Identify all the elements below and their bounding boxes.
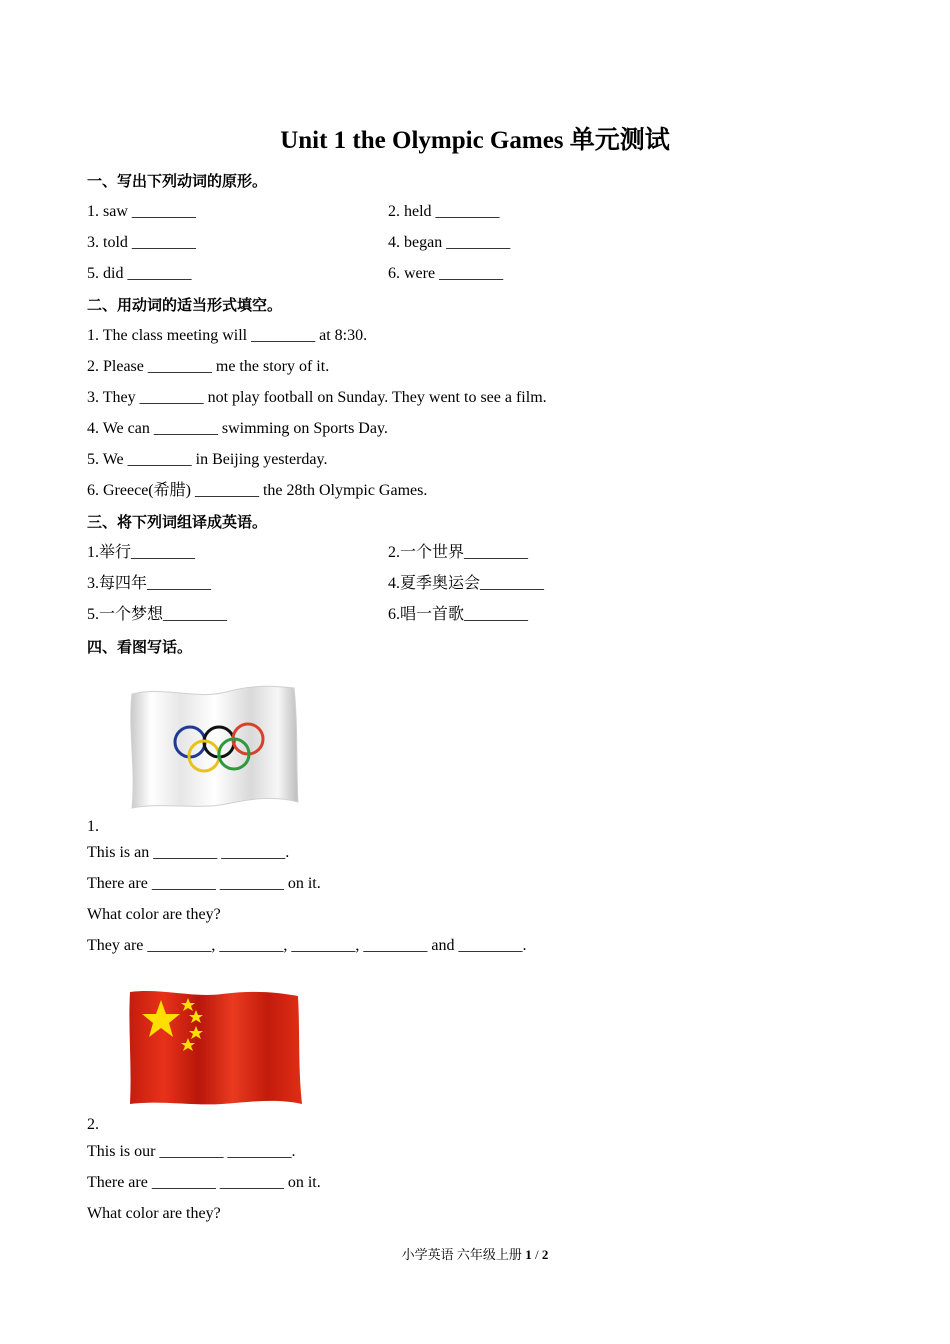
- s1-item-5: 5. did ________: [87, 265, 192, 282]
- q2-number: 2.: [87, 1116, 99, 1133]
- q1-line-3: What color are they?: [87, 906, 221, 923]
- s1-item-2: 2. held ________: [388, 203, 500, 220]
- s3-item-5: 5.一个梦想________: [87, 606, 228, 623]
- q2-line-2: There are ________ ________ on it.: [87, 1174, 321, 1191]
- s2-item-3: 3. They ________ not play football on Sunday. They went to see a film.: [87, 389, 547, 406]
- page-title: Unit 1 the Olympic Games 单元测试: [280, 127, 670, 154]
- q1-line-4: They are ________, ________, ________, ________ and ________.: [87, 937, 527, 954]
- q1-line-1: This is an ________ ________.: [87, 844, 290, 861]
- s1-item-3: 3. told ________: [87, 234, 196, 251]
- s2-item-4: 4. We can ________ swimming on Sports Day.: [87, 420, 388, 437]
- s3-item-2: 2.一个世界________: [388, 544, 529, 561]
- footer-separator: /: [531, 1247, 542, 1262]
- section-2-heading: 二、用动词的适当形式填空。: [87, 296, 283, 314]
- s3-item-1: 1.举行________: [87, 544, 196, 561]
- china-flag-image: [126, 986, 304, 1108]
- q1-number: 1.: [87, 818, 99, 835]
- s3-item-3: 3.每四年________: [87, 575, 212, 592]
- footer-page-number: 1: [525, 1247, 532, 1262]
- s3-item-6: 6.唱一首歌________: [388, 606, 529, 623]
- q2-line-3: What color are they?: [87, 1205, 221, 1222]
- section-3-heading: 三、将下列词组译成英语。: [87, 513, 268, 531]
- q1-line-2: There are ________ ________ on it.: [87, 875, 321, 892]
- section-4-heading: 四、看图写话。: [87, 638, 193, 656]
- s1-item-4: 4. began ________: [388, 234, 511, 251]
- q2-line-1: This is our ________ ________.: [87, 1143, 296, 1160]
- s2-item-5: 5. We ________ in Beijing yesterday.: [87, 451, 328, 468]
- s1-item-6: 6. were ________: [388, 265, 504, 282]
- s2-item-2: 2. Please ________ me the story of it.: [87, 358, 330, 375]
- footer-page-total: 2: [541, 1247, 549, 1262]
- footer-text: 小学英语 六年级上册: [401, 1247, 526, 1262]
- section-1-heading: 一、写出下列动词的原形。: [87, 172, 268, 190]
- s3-item-4: 4.夏季奥运会________: [388, 575, 545, 592]
- olympic-flag-image: [126, 684, 302, 810]
- s1-item-1: 1. saw ________: [87, 203, 196, 220]
- s2-item-1: 1. The class meeting will ________ at 8:30.: [87, 327, 368, 344]
- page-footer: [0, 1245, 950, 1265]
- s2-item-6: 6. Greece(希腊) ________ the 28th Olympic Games.: [87, 482, 428, 499]
